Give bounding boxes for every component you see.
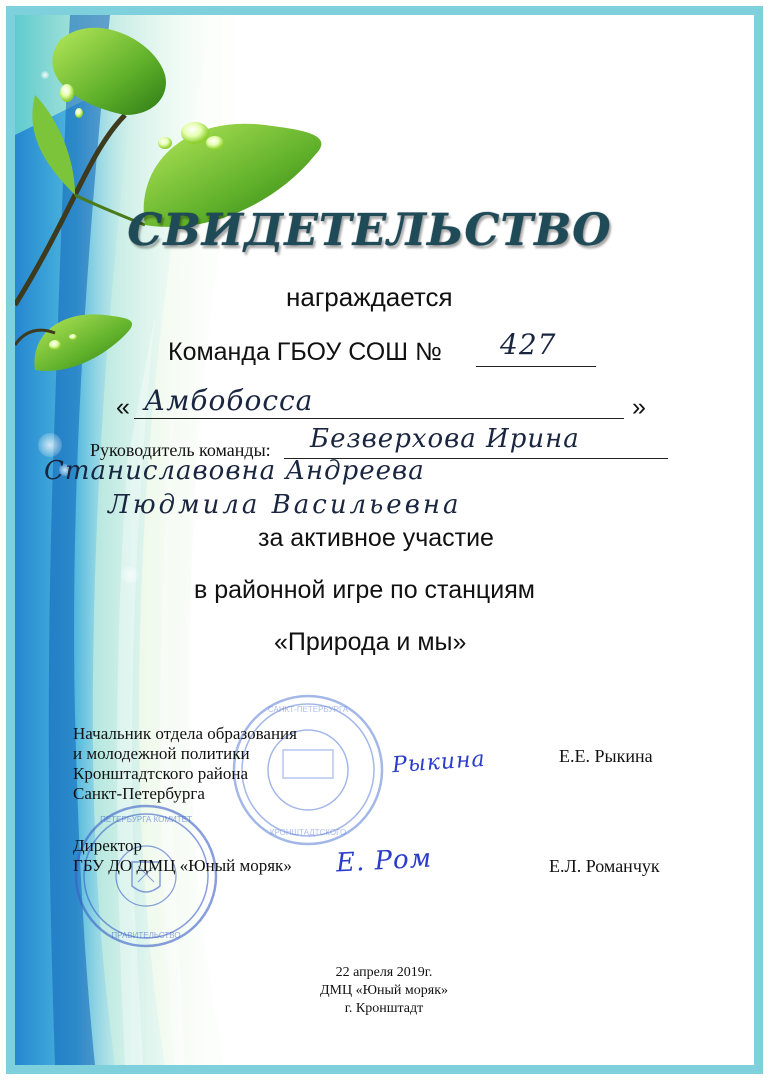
footer-date: 22 апреля 2019г. [335,965,433,980]
reason-line-1: за активное участие [258,524,494,552]
signer1-position-line: Санкт-Петербурга [73,784,205,803]
leader-label: Руководитель команды: [90,440,271,460]
team-name: Амбобосса [144,384,314,417]
team-name-line [134,418,624,419]
signer1-position [73,724,297,804]
seal-icon [72,802,220,950]
reason-line-2: в районной игре по станциям [194,576,535,604]
team-number: 427 [500,328,557,361]
signer1-signature: Рыкина [391,746,487,779]
svg-text:ПЕТЕРБУРГА КОМИТЕТ: ПЕТЕРБУРГА КОМИТЕТ [100,815,192,824]
signer2-position-line: Директор [73,836,142,855]
reason-line-3: «Природа и мы» [274,628,467,656]
footer [284,964,484,1018]
svg-text:САНКТ-ПЕТЕРБУРГА: САНКТ-ПЕТЕРБУРГА [267,705,349,714]
footer-org: ДМЦ «Юный моряк» [320,983,448,998]
leader-name-2: Станиславовна Андреева [44,456,425,486]
signer1-position-line: Кронштадтского района [73,764,249,783]
signer2-signature: Е. Ром [335,843,433,879]
leader-name-1: Безверхова Ирина [310,424,580,454]
team-number-line [476,366,596,367]
signer1-position-line: Начальник отдела образования [73,724,297,743]
quote-open: « [116,393,130,421]
certificate-title: СВИДЕТЕЛЬСТВО [127,205,612,256]
footer-city: г. Кронштадт [344,1001,424,1016]
signer1-position-line: и молодежной политики [73,744,250,763]
team-label: Команда ГБОУ СОШ № [168,338,442,366]
signer2-position [73,836,292,876]
signer2-name: Е.Л. Романчук [549,856,660,876]
awarded-text: награждается [286,282,453,312]
signer1-name: Е.Е. Рыкина [559,746,653,766]
leader-name-3: Людмила Васильевна [108,490,462,520]
svg-text:КРОНШТАДТСКОГО: КРОНШТАДТСКОГО [269,828,347,837]
svg-text:ПРАВИТЕЛЬСТВО: ПРАВИТЕЛЬСТВО [111,931,181,940]
quote-close: » [632,393,646,421]
signer2-position-line: ГБУ ДО ДМЦ «Юный моряк» [73,856,292,875]
